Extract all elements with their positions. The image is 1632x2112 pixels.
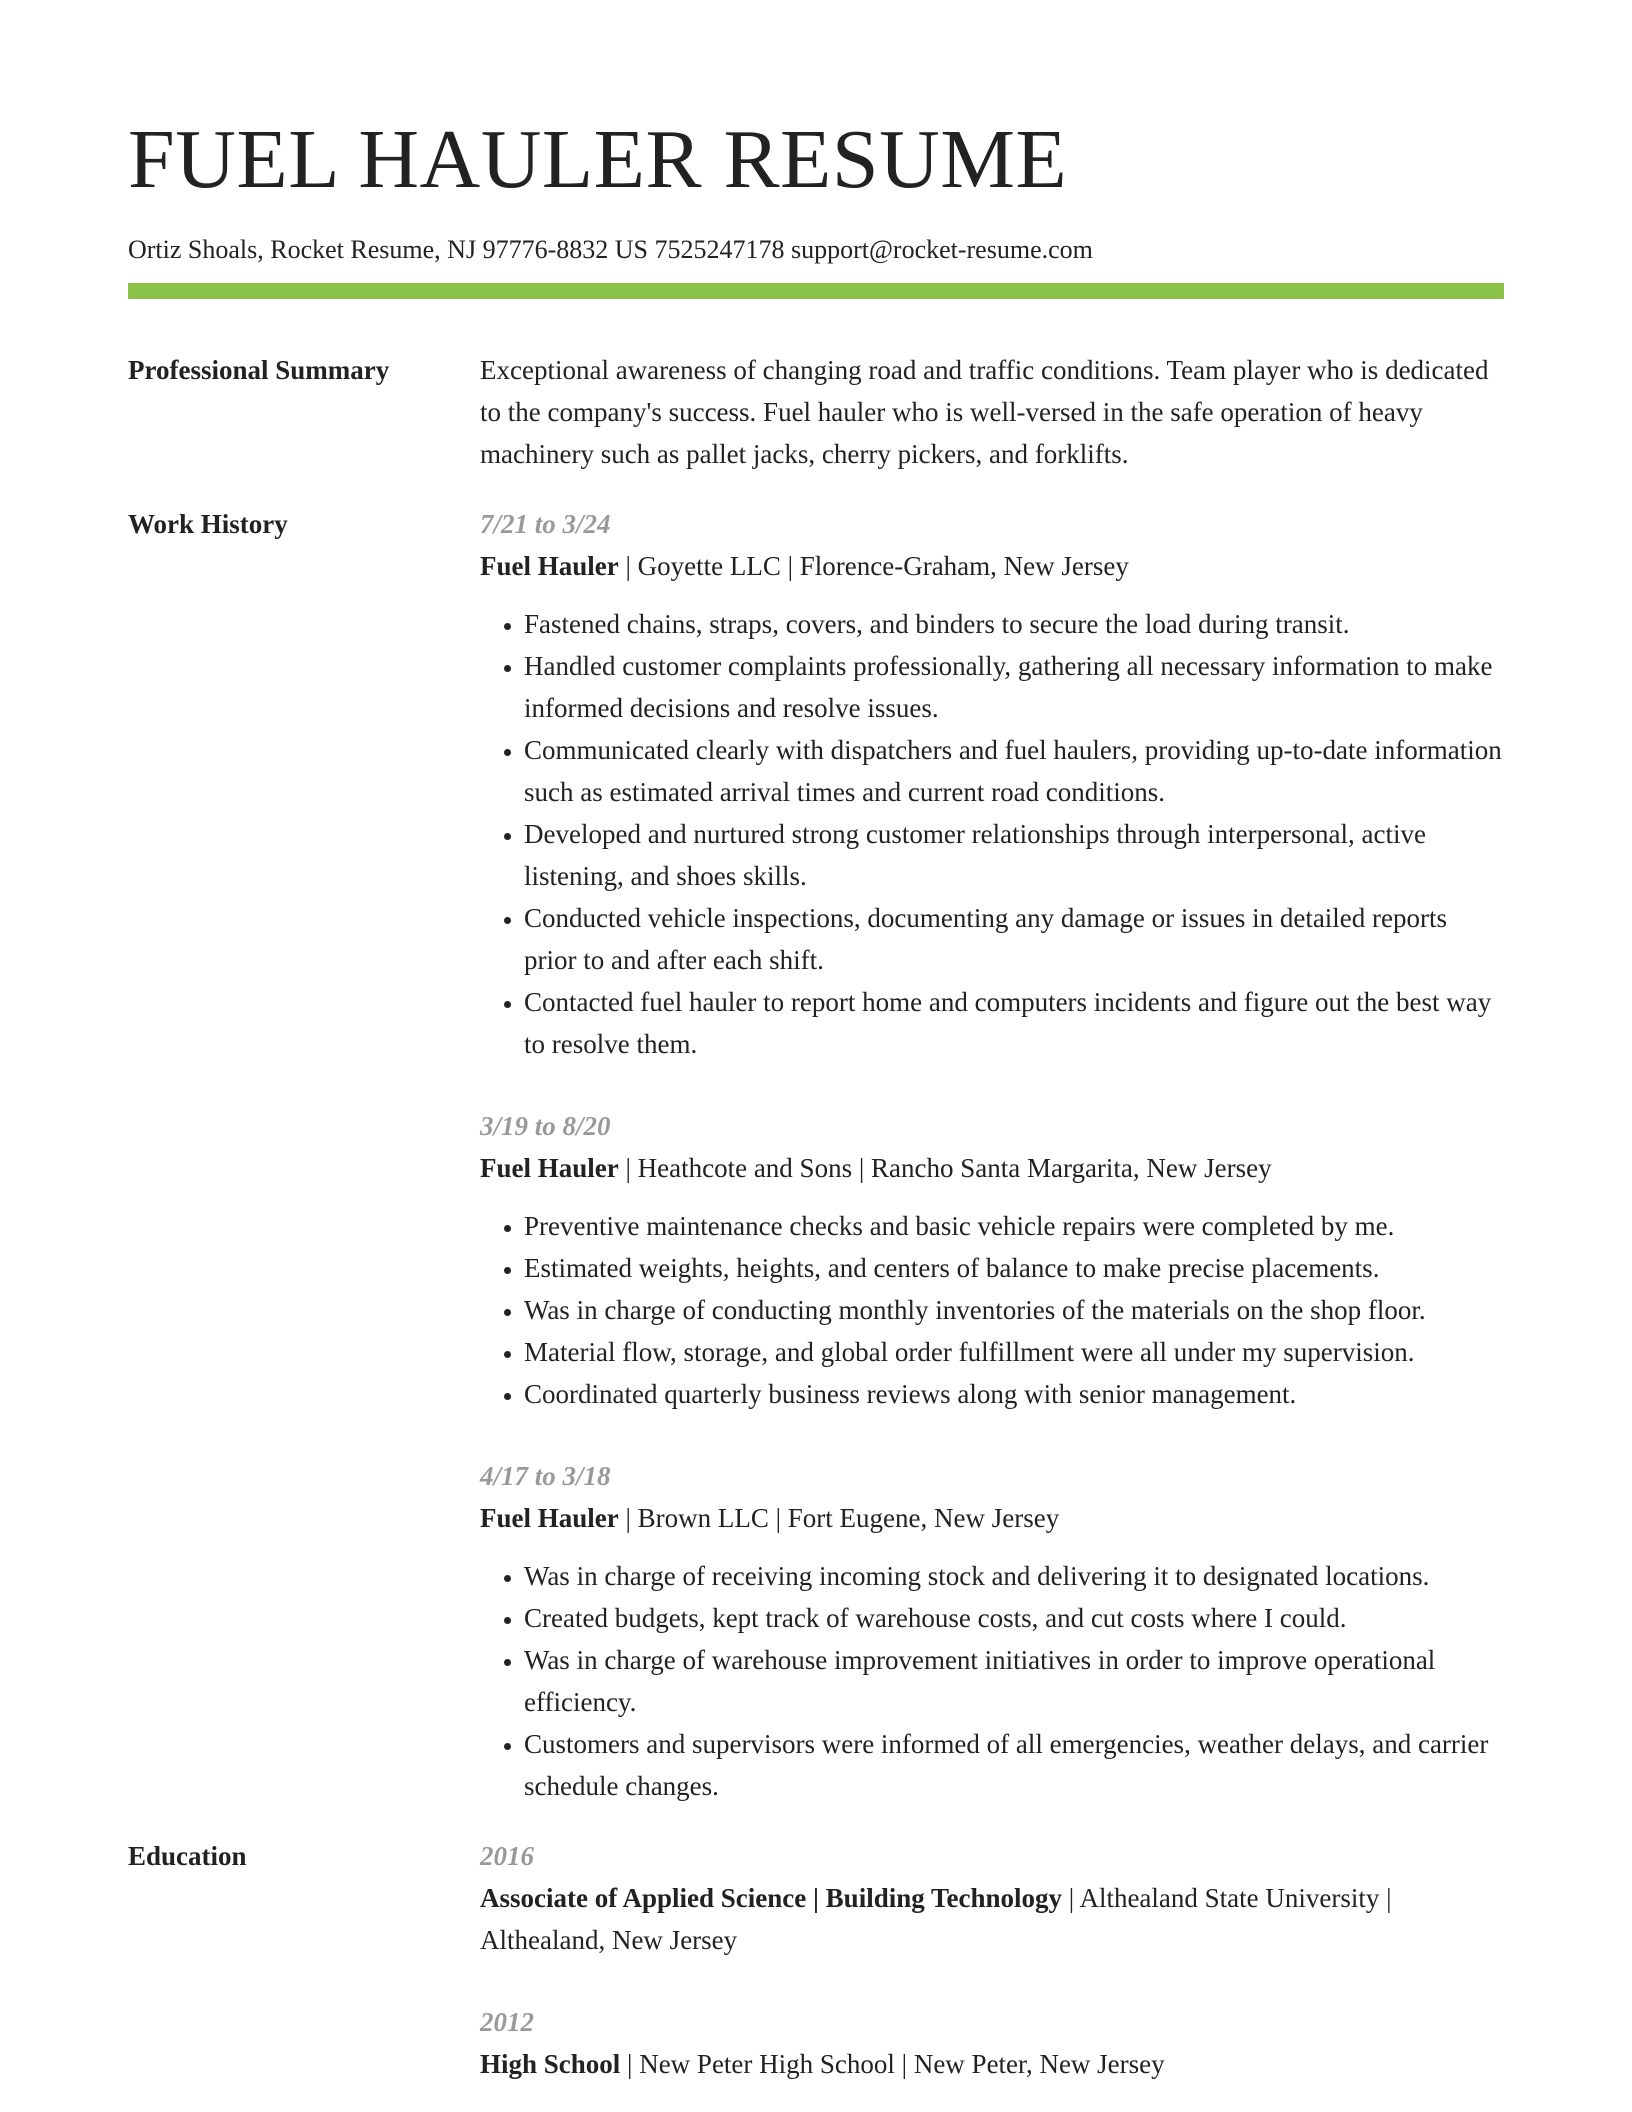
job-date: 7/21 to 3/24 — [480, 509, 611, 540]
list-item: • Conducted vehicle inspections, documenting any damage or issues in detailed reports prior to and after each shift. — [524, 897, 1504, 981]
list-item: • Communicated clearly with dispatchers and fuel haulers, providing up-to-date information such as estimated arrival times and current road conditions. — [524, 729, 1504, 813]
summary-label: Professional Summary — [128, 355, 390, 386]
list-item: • Estimated weights, heights, and centers of balance to make precise placements. — [524, 1247, 1504, 1289]
job-role — [480, 545, 1504, 587]
list-item: • Was in charge of warehouse improvement initiatives in order to improve operational efficiency. — [524, 1639, 1504, 1723]
list-item: • Handled customer complaints professionally, gathering all necessary information to make informed decisions and resolve issues. — [524, 645, 1504, 729]
job-date: 4/17 to 3/18 — [480, 1461, 611, 1492]
list-item: • Was in charge of receiving incoming stock and delivering it to designated locations. — [524, 1555, 1504, 1597]
list-item: • Was in charge of conducting monthly inventories of the materials on the shop floor. — [524, 1289, 1504, 1331]
education-entry — [480, 2001, 1504, 2085]
summary-text: Exceptional awareness of changing road and traffic conditions. Team player who is dedicated to the company's success. Fuel hauler who is well-versed in the safe operation of heavy machinery such as pallet jacks, cherry pickers, and forklifts. — [480, 355, 1489, 470]
education-role — [480, 1877, 1504, 1961]
education-details: | Althealand State University | Althealand, New Jersey — [480, 1883, 1392, 1956]
education-details: | New Peter High School | New Peter, New Jersey — [620, 2049, 1165, 2080]
job-title: Fuel Hauler — [480, 551, 619, 582]
resume-title: FUEL HAULER RESUME — [128, 113, 1068, 206]
education-degree: High School — [480, 2049, 621, 2080]
resume-page — [128, 113, 1504, 2085]
education-entry — [480, 1835, 1504, 1961]
list-item: • Fastened chains, straps, covers, and binders to secure the load during transit. — [524, 603, 1504, 645]
job-entry — [480, 1455, 1504, 1807]
job-details: | Brown LLC | Fort Eugene, New Jersey — [618, 1503, 1060, 1534]
job-role — [480, 1147, 1504, 1189]
list-item: • Customers and supervisors were informed of all emergencies, weather delays, and carrier schedule changes. — [524, 1723, 1504, 1807]
list-item: • Material flow, storage, and global order fulfillment were all under my supervision. — [524, 1331, 1504, 1373]
job-bullets — [480, 603, 1504, 1065]
summary-section — [128, 349, 1504, 475]
job-bullets — [480, 1555, 1504, 1807]
job-details: | Goyette LLC | Florence-Graham, New Jersey — [618, 551, 1129, 582]
accent-divider — [128, 283, 1504, 299]
work-history-body — [480, 503, 1504, 1807]
education-date: 2016 — [480, 1841, 534, 1872]
education-date: 2012 — [480, 2007, 534, 2038]
job-role — [480, 1497, 1504, 1539]
work-history-section — [128, 503, 1504, 1807]
list-item: • Developed and nurtured strong customer relationships through interpersonal, active listening, and shoes skills. — [524, 813, 1504, 897]
list-item: • Created budgets, kept track of warehouse costs, and cut costs where I could. — [524, 1597, 1504, 1639]
contact-line: Ortiz Shoals, Rocket Resume, NJ 97776-8832 US 7525247178 support@rocket-resume.com — [128, 235, 1093, 264]
education-degree: Associate of Applied Science | Building Technology — [480, 1883, 1063, 1914]
work-history-label: Work History — [128, 509, 288, 540]
job-entry — [480, 503, 1504, 1065]
job-entry — [480, 1105, 1504, 1415]
job-bullets — [480, 1205, 1504, 1415]
education-label: Education — [128, 1841, 247, 1872]
education-body — [480, 1835, 1504, 2085]
education-section — [128, 1835, 1504, 2085]
list-item: • Contacted fuel hauler to report home and computers incidents and figure out the best way to resolve them. — [524, 981, 1504, 1065]
job-title: Fuel Hauler — [480, 1503, 619, 1534]
education-role — [480, 2043, 1504, 2085]
job-title: Fuel Hauler — [480, 1153, 619, 1184]
job-details: | Heathcote and Sons | Rancho Santa Margarita, New Jersey — [618, 1153, 1272, 1184]
list-item: • Preventive maintenance checks and basic vehicle repairs were completed by me. — [524, 1205, 1504, 1247]
job-date: 3/19 to 8/20 — [480, 1111, 611, 1142]
list-item: • Coordinated quarterly business reviews along with senior management. — [524, 1373, 1504, 1415]
